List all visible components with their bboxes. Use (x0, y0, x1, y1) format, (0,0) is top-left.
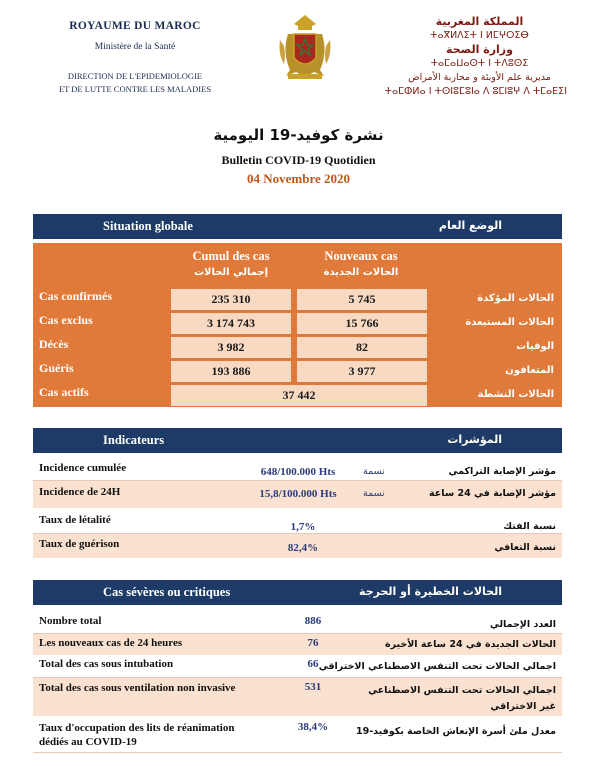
indicators-header (33, 428, 562, 453)
row-deaths-new: 82 (297, 337, 427, 358)
severe-row (33, 612, 562, 634)
severe-label-ar: اجمالي الحالات تحت التنفس الاصطناعي الاختراقي (318, 661, 556, 672)
severe-label-fr: Taux d'occupation des lits de réanimation dédiés au COVID-19 (39, 722, 235, 748)
indicator-label-ar: مؤشر الإصابة في 24 ساعة (429, 488, 556, 499)
situation-title-fr: Situation globale (103, 219, 193, 233)
indicator-label-fr: Taux de létalité (39, 514, 111, 526)
severe-label-ar: اجمالي الحالات تحت التنفس الاصطناعي غير الاختراقي (368, 685, 556, 712)
indicator-value: 1,7% (290, 521, 316, 533)
bulletin-date: 04 Novembre 2020 (246, 171, 351, 186)
indicator-row (33, 534, 562, 558)
ministry-tifinagh-label: ⵜⴰⵎⴰⵡⴰⵙⵜ ⵏ ⵜⴷⵓⵙⵉ (430, 58, 529, 69)
kingdom-tifinagh-label: ⵜⴰⴳⵍⴷⵉⵜ ⵏ ⵍⵎⵖⵔⵉⴱ (430, 30, 529, 41)
row-confirmed-cumul: 235 310 (171, 289, 291, 310)
col-new-ar: الحالات الجديدة (323, 267, 399, 278)
row-deaths-cumul: 3 982 (171, 337, 291, 358)
royal-emblem-icon (274, 12, 336, 82)
severe-row (33, 634, 562, 655)
kingdom-ar-label: المملكة المغربية (435, 15, 524, 28)
direction-tifinagh-label: ⵜⴰⵎⵀⵍⴰ ⵏ ⵜⵙⵏⵓⵎⵓⵏⴰ ⴷ ⵓⵎⵏⵓⵖ ⴷ ⵜⵎⴰⴹⵉⵏ (384, 86, 567, 97)
indicator-label-ar: نسبة الفتك (503, 521, 556, 532)
row-active-fr: Cas actifs (39, 385, 89, 399)
kingdom-label: ROYAUME DU MAROC (69, 20, 201, 32)
severe-label-ar: الحالات الجديدة في 24 ساعة الأخيرة (384, 639, 556, 650)
row-excluded-ar: الحالات المستبعدة (465, 317, 554, 328)
row-recovered-cumul: 193 886 (171, 361, 291, 382)
indicators-title-fr: Indicateurs (103, 433, 165, 447)
severe-label-fr: Nombre total (39, 615, 102, 627)
severe-value: 886 (304, 615, 322, 627)
row-deaths-fr: Décès (39, 337, 69, 351)
col-cumul-fr: Cumul des cas (192, 249, 270, 263)
col-new-fr: Nouveaux cas (324, 249, 398, 263)
indicators-title-ar: المؤشرات (447, 433, 502, 446)
situation-title-ar: الوضع العام (438, 219, 502, 232)
row-excluded-fr: Cas exclus (39, 313, 93, 327)
row-confirmed-fr: Cas confirmés (39, 289, 112, 303)
row-excluded-new: 15 766 (297, 313, 427, 334)
indicator-value: 82,4% (287, 542, 319, 554)
indicator-label-fr: Taux de guérison (39, 538, 120, 550)
row-active-ar: الحالات النشطة (477, 389, 554, 400)
ministry-ar-label: وزارة الصحة (446, 43, 513, 56)
row-recovered-new: 3 977 (297, 361, 427, 382)
row-confirmed-ar: الحالات المؤكدة (477, 293, 554, 304)
situation-header (33, 214, 562, 239)
severe-label-ar: العدد الإجمالي (489, 619, 556, 630)
indicator-value: 648/100.000 Hts (260, 466, 336, 478)
severe-title-ar: الحالات الخطيرة أو الحرجة (359, 585, 502, 598)
severe-label-fr: Total des cas sous ventilation non invasive (39, 682, 236, 694)
indicator-label-ar: نسبة التعافي (494, 542, 556, 553)
header-right (384, 15, 567, 99)
severe-row (33, 656, 562, 678)
col-cumul-ar: إجمالي الحالات (193, 267, 269, 278)
row-recovered-ar: المتعافون (505, 365, 554, 376)
indicator-label-fr: Incidence de 24H (39, 486, 121, 498)
severe-row (33, 718, 562, 753)
indicator-row (33, 481, 562, 508)
indicator-unit: نسمة (363, 488, 385, 499)
indicator-unit: نسمة (363, 466, 385, 477)
row-deaths-ar: الوفيات (516, 341, 554, 352)
severe-label-ar: معدل ملئ أسرة الإنعاش الخاصة بكوفيد-19 (355, 726, 556, 737)
severe-row (33, 678, 562, 716)
title-french: Bulletin COVID-19 Quotidien (221, 153, 376, 167)
severe-value: 531 (304, 681, 322, 693)
severe-header (33, 580, 562, 605)
direction-label: DIRECTION DE L'EPIDEMIOLOGIE ET DE LUTTE CONTRE LES MALADIES (58, 71, 212, 94)
indicator-label-fr: Incidence cumulée (39, 462, 127, 474)
severe-value: 76 (307, 637, 319, 649)
severe-value: 66 (307, 658, 319, 670)
indicator-row (33, 509, 562, 534)
header-left (40, 20, 230, 96)
severe-label-fr: Les nouveaux cas de 24 heures (39, 637, 183, 649)
direction-ar-label: مديرية علم الأوبئة و محاربة الأمراض (408, 72, 551, 83)
row-recovered-fr: Guéris (39, 361, 74, 375)
row-active-value: 37 442 (171, 385, 427, 406)
indicator-value: 15,8/100.000 Hts (259, 488, 337, 500)
severe-label-fr: Total des cas sous intubation (39, 658, 174, 670)
row-excluded-cumul: 3 174 743 (171, 313, 291, 334)
situation-table (33, 243, 562, 407)
severe-value: 38,4% (297, 721, 329, 733)
row-confirmed-new: 5 745 (297, 289, 427, 310)
title-arabic: نشرة كوفيد-19 اليومية (213, 126, 384, 144)
indicator-label-ar: مؤشر الإصابة التراكمي (448, 466, 556, 477)
ministry-label: Ministère de la Santé (94, 42, 176, 52)
severe-title-fr: Cas sévères ou critiques (103, 585, 231, 599)
indicator-row (33, 458, 562, 481)
